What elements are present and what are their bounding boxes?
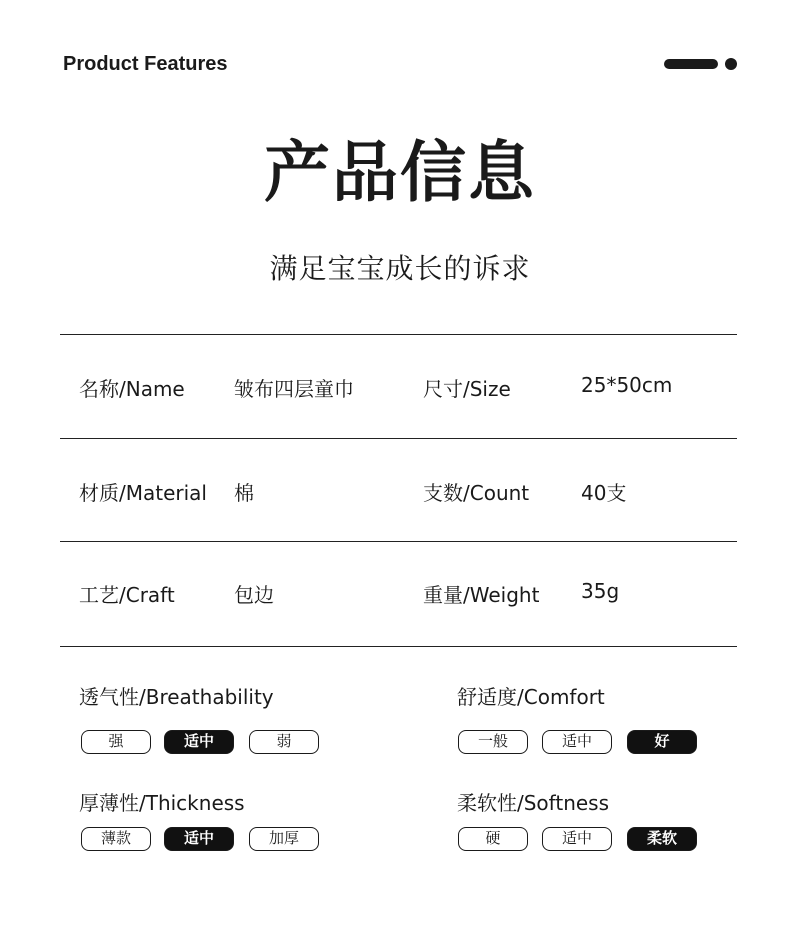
spec-value-craft: 包边 (234, 583, 274, 607)
table-divider (60, 646, 737, 647)
option-softness-soft[interactable]: 柔软 (627, 827, 697, 851)
option-comfort-moderate[interactable]: 适中 (542, 730, 612, 754)
spec-label-size: 尺寸/Size (423, 377, 511, 401)
option-breathability-strong[interactable]: 强 (81, 730, 151, 754)
spec-label-count: 支数/Count (423, 481, 530, 505)
spec-value-material: 棉 (234, 481, 254, 505)
spec-label-craft: 工艺/Craft (79, 583, 175, 607)
spec-label-name: 名称/Name (79, 377, 185, 401)
spec-value-size: 25*50cm (581, 373, 673, 397)
feature-title-comfort: 舒适度/Comfort (457, 685, 605, 709)
option-breathability-weak[interactable]: 弱 (249, 730, 319, 754)
table-divider (60, 541, 737, 542)
feature-title-thickness: 厚薄性/Thickness (79, 791, 245, 815)
spec-value-count: 40支 (581, 481, 627, 505)
option-thickness-thick[interactable]: 加厚 (249, 827, 319, 851)
section-label: Product Features (63, 53, 228, 75)
option-comfort-good[interactable]: 好 (627, 730, 697, 754)
feature-title-softness: 柔软性/Softness (457, 791, 610, 815)
feature-title-breathability: 透气性/Breathability (79, 685, 274, 709)
decorative-dot (725, 58, 737, 70)
spec-value-name: 皱布四层童巾 (234, 377, 354, 401)
table-divider (60, 438, 737, 439)
option-thickness-moderate[interactable]: 适中 (164, 827, 234, 851)
option-comfort-average[interactable]: 一般 (458, 730, 528, 754)
page-title: 产品信息 (264, 134, 536, 211)
option-softness-hard[interactable]: 硬 (458, 827, 528, 851)
option-thickness-thin[interactable]: 薄款 (81, 827, 151, 851)
option-softness-moderate[interactable]: 适中 (542, 827, 612, 851)
decorative-bar (664, 59, 718, 69)
option-breathability-moderate[interactable]: 适中 (164, 730, 234, 754)
page-subtitle: 满足宝宝成长的诉求 (269, 252, 531, 285)
spec-value-weight: 35g (581, 579, 620, 603)
spec-label-weight: 重量/Weight (423, 583, 540, 607)
table-divider (60, 334, 737, 335)
spec-label-material: 材质/Material (79, 481, 207, 505)
